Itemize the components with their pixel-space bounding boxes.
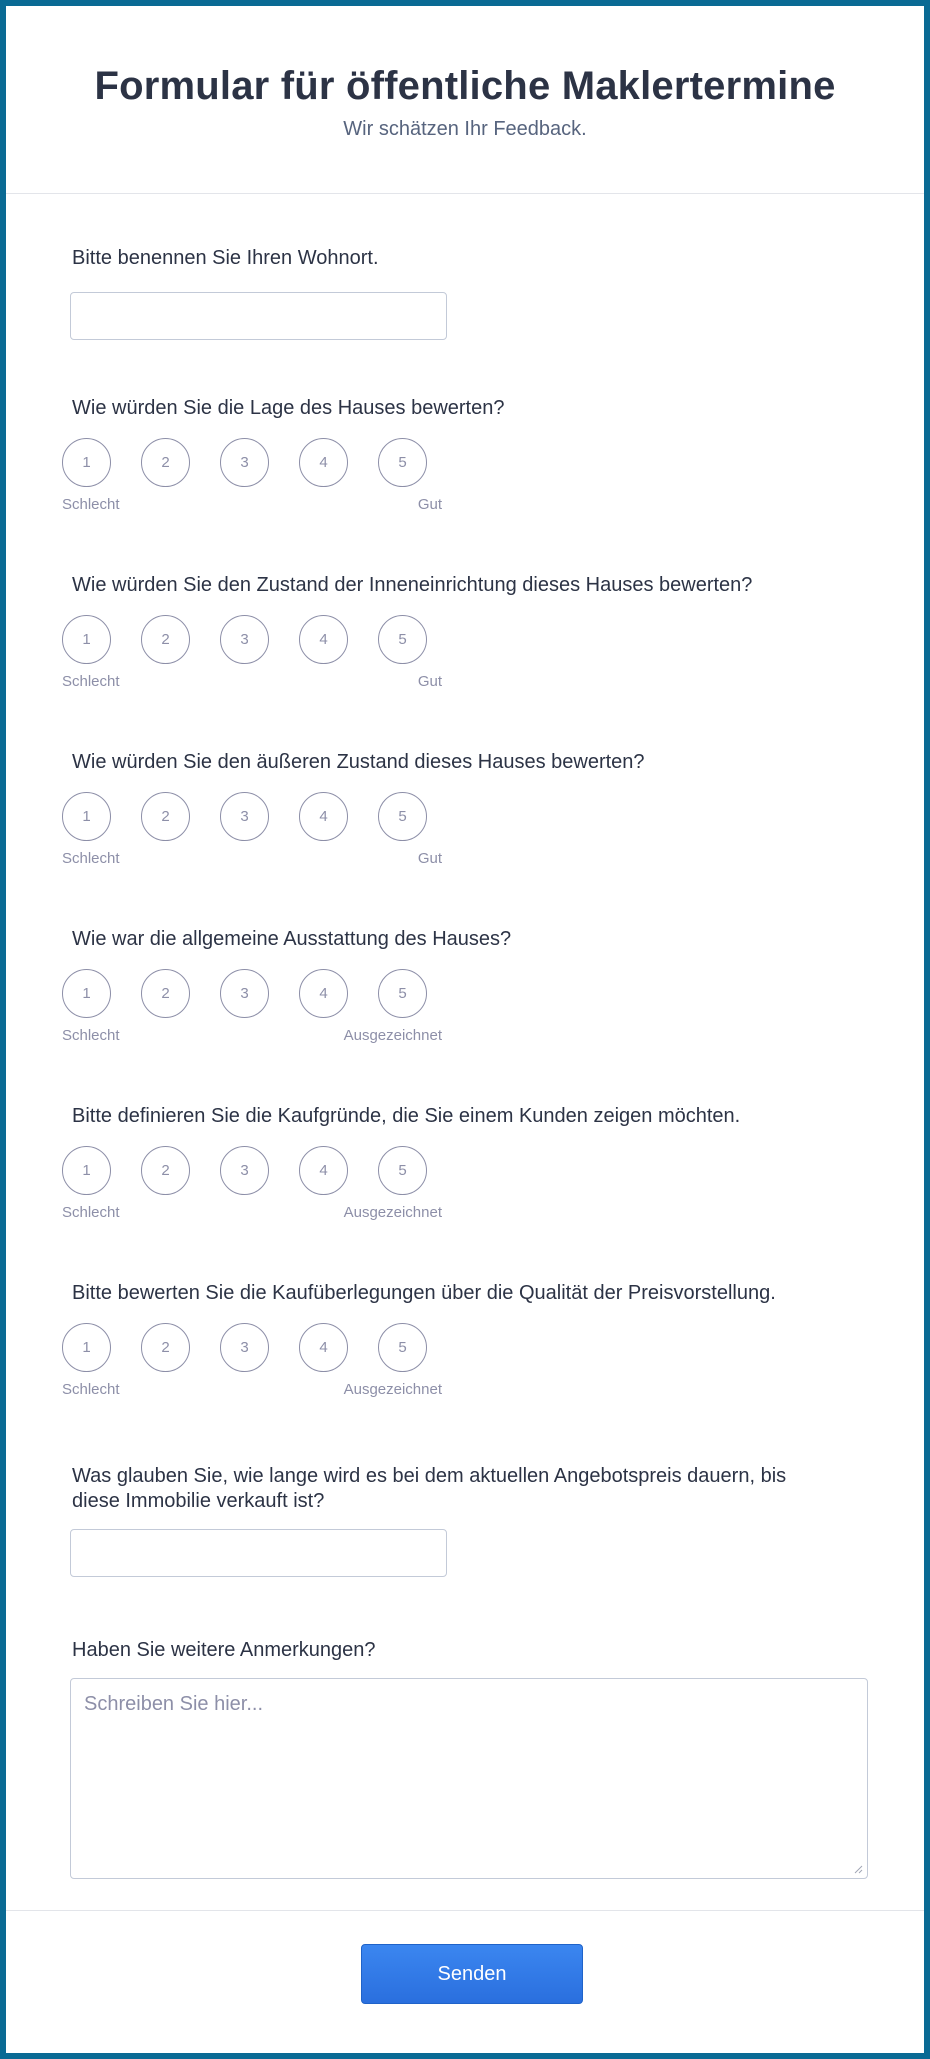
scale-high-label: Ausgezeichnet bbox=[343, 1204, 442, 1221]
scale-low-label: Schlecht bbox=[62, 850, 120, 867]
exterior-rating-2[interactable]: 2 bbox=[141, 792, 190, 841]
equipment-rating-scale bbox=[62, 969, 442, 1059]
location-rating-3[interactable]: 3 bbox=[220, 438, 269, 487]
comments-placeholder: Schreiben Sie hier... bbox=[84, 1693, 263, 1715]
residence-input[interactable] bbox=[70, 292, 447, 340]
equipment-rating-4[interactable]: 4 bbox=[299, 969, 348, 1018]
question-price-quality-label: Bitte bewerten Sie die Kaufüberlegungen über die Qualität der Preisvorstellung. bbox=[72, 1282, 776, 1304]
location-rating-1[interactable]: 1 bbox=[62, 438, 111, 487]
interior-rating-scale bbox=[62, 615, 442, 705]
purchase-reasons-rating-4[interactable]: 4 bbox=[299, 1146, 348, 1195]
interior-rating-3[interactable]: 3 bbox=[220, 615, 269, 664]
exterior-rating-scale bbox=[62, 792, 442, 882]
purchase-reasons-rating-1[interactable]: 1 bbox=[62, 1146, 111, 1195]
exterior-rating-3[interactable]: 3 bbox=[220, 792, 269, 841]
purchase-reasons-rating-2[interactable]: 2 bbox=[141, 1146, 190, 1195]
exterior-rating-5[interactable]: 5 bbox=[378, 792, 427, 841]
price-quality-rating-3[interactable]: 3 bbox=[220, 1323, 269, 1372]
question-equipment-label: Wie war die allgemeine Ausstattung des Hauses? bbox=[72, 928, 512, 950]
question-sale-duration-line1: Was glauben Sie, wie lange wird es bei dem aktuellen Angebotspreis dauern, bis bbox=[72, 1465, 787, 1487]
question-purchase-reasons-label: Bitte definieren Sie die Kaufgründe, die Sie einem Kunden zeigen möchten. bbox=[72, 1105, 741, 1127]
interior-rating-4[interactable]: 4 bbox=[299, 615, 348, 664]
location-rating-2[interactable]: 2 bbox=[141, 438, 190, 487]
interior-rating-1[interactable]: 1 bbox=[62, 615, 111, 664]
scale-low-label: Schlecht bbox=[62, 1381, 120, 1398]
question-interior-label: Wie würden Sie den Zustand der Inneneinrichtung dieses Hauses bewerten? bbox=[72, 574, 753, 596]
form-title: Formular für öffentliche Maklertermine bbox=[94, 64, 836, 108]
scale-low-label: Schlecht bbox=[62, 1204, 120, 1221]
question-sale-duration-line2: diese Immobilie verkauft ist? bbox=[72, 1490, 325, 1512]
scale-low-label: Schlecht bbox=[62, 496, 120, 513]
location-rating-5[interactable]: 5 bbox=[378, 438, 427, 487]
question-sale-duration-label bbox=[72, 1464, 786, 1514]
form-header bbox=[6, 6, 924, 194]
question-location-label: Wie würden Sie die Lage des Hauses bewerten? bbox=[72, 397, 505, 419]
question-exterior-label: Wie würden Sie den äußeren Zustand dieses Hauses bewerten? bbox=[72, 751, 645, 773]
equipment-rating-2[interactable]: 2 bbox=[141, 969, 190, 1018]
purchase-reasons-rating-scale bbox=[62, 1146, 442, 1236]
price-quality-rating-1[interactable]: 1 bbox=[62, 1323, 111, 1372]
price-quality-rating-scale bbox=[62, 1323, 442, 1413]
equipment-rating-1[interactable]: 1 bbox=[62, 969, 111, 1018]
price-quality-rating-4[interactable]: 4 bbox=[299, 1323, 348, 1372]
location-rating-4[interactable]: 4 bbox=[299, 438, 348, 487]
interior-rating-5[interactable]: 5 bbox=[378, 615, 427, 664]
submit-button[interactable]: Senden bbox=[361, 1944, 583, 2004]
price-quality-rating-2[interactable]: 2 bbox=[141, 1323, 190, 1372]
sale-duration-input[interactable] bbox=[70, 1529, 447, 1577]
scale-high-label: Gut bbox=[417, 850, 442, 867]
location-rating-scale bbox=[62, 438, 442, 528]
equipment-rating-3[interactable]: 3 bbox=[220, 969, 269, 1018]
purchase-reasons-rating-3[interactable]: 3 bbox=[220, 1146, 269, 1195]
scale-high-label: Gut bbox=[417, 673, 442, 690]
form-subtitle: Wir schätzen Ihr Feedback. bbox=[343, 118, 587, 140]
question-comments-label: Haben Sie weitere Anmerkungen? bbox=[72, 1639, 376, 1661]
scale-high-label: Ausgezeichnet bbox=[343, 1381, 442, 1398]
scale-high-label: Ausgezeichnet bbox=[343, 1027, 442, 1044]
price-quality-rating-5[interactable]: 5 bbox=[378, 1323, 427, 1372]
scale-low-label: Schlecht bbox=[62, 1027, 120, 1044]
exterior-rating-4[interactable]: 4 bbox=[299, 792, 348, 841]
footer-divider bbox=[6, 1910, 924, 1911]
comments-textarea[interactable] bbox=[70, 1678, 868, 1879]
question-residence-label: Bitte benennen Sie Ihren Wohnort. bbox=[72, 247, 379, 269]
scale-low-label: Schlecht bbox=[62, 673, 120, 690]
purchase-reasons-rating-5[interactable]: 5 bbox=[378, 1146, 427, 1195]
equipment-rating-5[interactable]: 5 bbox=[378, 969, 427, 1018]
interior-rating-2[interactable]: 2 bbox=[141, 615, 190, 664]
resize-grip-icon[interactable] bbox=[853, 1864, 863, 1874]
scale-high-label: Gut bbox=[417, 496, 442, 513]
exterior-rating-1[interactable]: 1 bbox=[62, 792, 111, 841]
